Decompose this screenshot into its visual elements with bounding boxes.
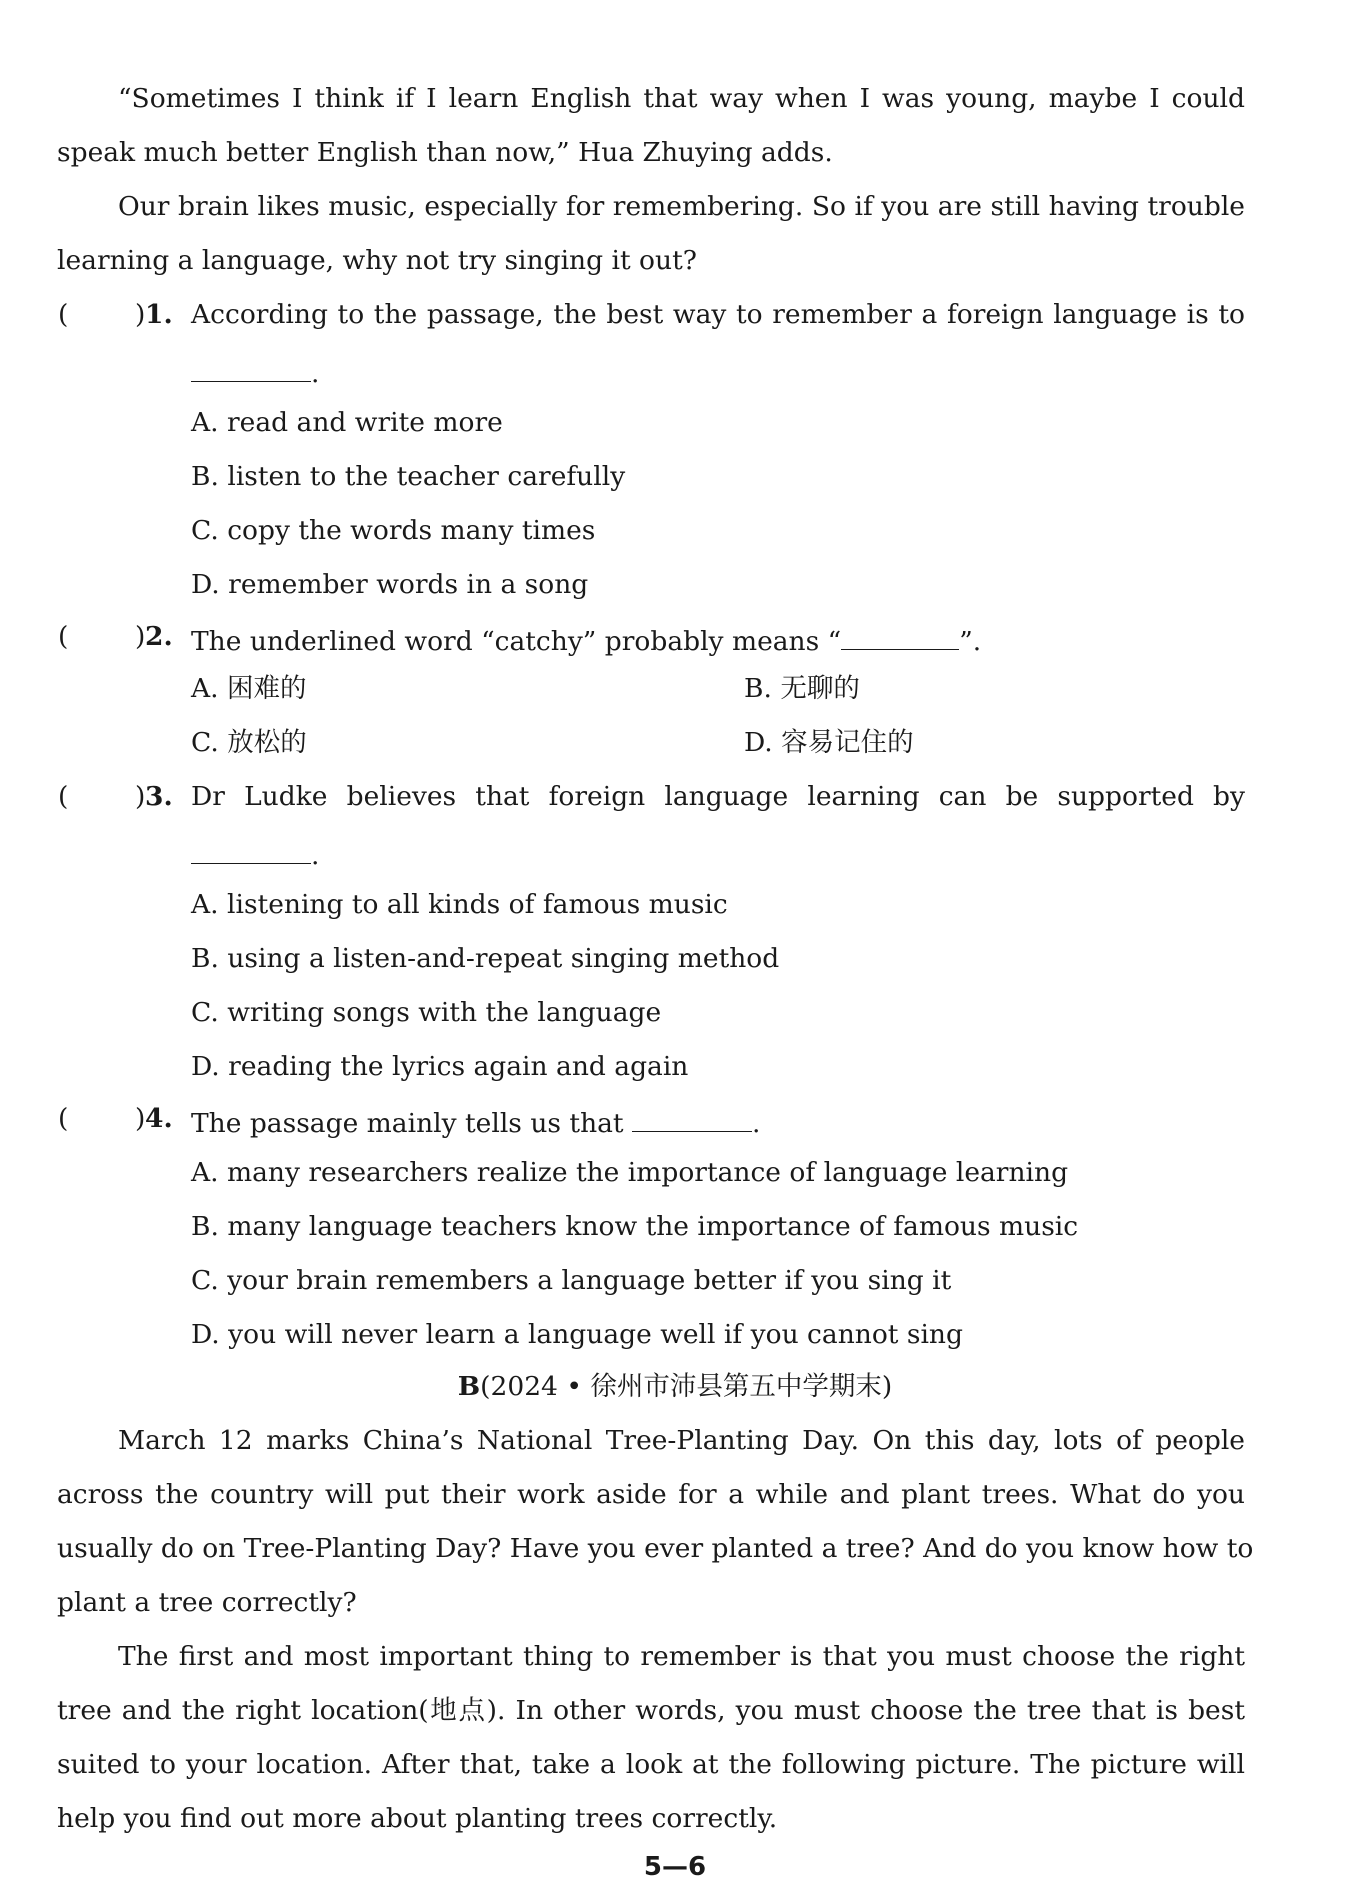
answer-paren-close: ) [135, 621, 146, 652]
option-b [191, 1211, 1079, 1242]
passage-line: across the country will put their work aside for a while and plant trees. What do you [57, 1479, 1245, 1510]
option-text: many language teachers know the importance of famous music [227, 1211, 1079, 1242]
option-letter: D. [191, 1319, 220, 1350]
option-text: reading the lyrics again and again [228, 1051, 689, 1082]
option-d [744, 727, 914, 758]
option-letter: C. [191, 997, 219, 1028]
option-text: 困难的 [227, 673, 307, 704]
answer-paren-close: ) [135, 1103, 146, 1134]
passage-line: suited to your location. After that, take a look at the following picture. The picture will [57, 1749, 1245, 1780]
option-d [191, 1319, 963, 1350]
question-number: 1. [145, 299, 173, 330]
answer-paren-open: ( [58, 621, 69, 652]
passage-line: March 12 marks China’s National Tree-Planting Day. On this day, lots of people [118, 1425, 1245, 1456]
option-text: listen to the teacher carefully [227, 461, 626, 492]
option-b [191, 943, 780, 974]
answer-blank[interactable] [191, 838, 311, 864]
question-stem: According to the passage, the best way to remember a foreign language is to [191, 299, 1245, 330]
option-text: remember words in a song [228, 569, 589, 600]
option-text: your brain remembers a language better if you sing it [227, 1265, 952, 1296]
answer-paren-close: ) [135, 299, 146, 330]
passage-line: speak much better English than now,” Hua Zhuying adds. [57, 137, 833, 168]
question-number: 2. [145, 621, 173, 652]
option-a [191, 673, 307, 704]
option-b [191, 461, 626, 492]
question-stem: Dr Ludke believes that foreign language learning can be supported by [191, 781, 1245, 812]
option-letter: B. [191, 461, 219, 492]
answer-paren-open: ( [58, 1103, 69, 1134]
question-number: 3. [145, 781, 173, 812]
option-text: writing songs with the language [227, 997, 662, 1028]
blank-suffix: . [311, 358, 320, 390]
option-c [191, 997, 662, 1028]
stem-text: The underlined word “catchy” probably means “ [191, 626, 842, 658]
option-text: using a listen-and-repeat singing method [227, 943, 780, 974]
question-number: 4. [145, 1103, 173, 1134]
passage-line: plant a tree correctly? [57, 1587, 357, 1618]
answer-paren-open: ( [58, 299, 69, 330]
question-stem [191, 624, 981, 656]
passage-line: help you find out more about planting trees correctly. [57, 1803, 778, 1834]
option-a [191, 1157, 1069, 1188]
option-letter: A. [191, 673, 219, 704]
option-letter: B. [744, 673, 772, 704]
option-letter: C. [191, 515, 219, 546]
section-source: (2024 • 徐州市沛县第五中学期末) [480, 1371, 893, 1402]
option-text: you will never learn a language well if you cannot sing [228, 1319, 963, 1350]
option-letter: A. [191, 889, 219, 920]
option-letter: C. [191, 727, 219, 758]
option-a [191, 407, 503, 438]
stem-text: . [752, 1108, 761, 1140]
answer-blank[interactable] [841, 624, 959, 650]
passage-line: learning a language, why not try singing it out? [57, 245, 697, 276]
answer-blank[interactable] [191, 356, 311, 382]
option-letter: A. [191, 1157, 219, 1188]
option-text: 无聊的 [780, 673, 860, 704]
option-text: copy the words many times [227, 515, 596, 546]
option-text: 容易记住的 [781, 727, 914, 758]
answer-blank-line [191, 356, 319, 388]
page-number: 5—6 [643, 1852, 707, 1882]
option-b [744, 673, 860, 704]
option-text: listening to all kinds of famous music [227, 889, 728, 920]
option-letter: B. [191, 1211, 219, 1242]
option-d [191, 1051, 689, 1082]
answer-paren-close: ) [135, 781, 146, 812]
answer-blank[interactable] [632, 1106, 752, 1132]
option-d [191, 569, 589, 600]
answer-paren-open: ( [58, 781, 69, 812]
blank-suffix: . [311, 840, 320, 872]
stem-text: The passage mainly tells us that [191, 1108, 633, 1140]
option-text: many researchers realize the importance of language learning [227, 1157, 1069, 1188]
option-text: 放松的 [227, 727, 307, 758]
passage-line: usually do on Tree-Planting Day? Have you ever planted a tree? And do you know how to [57, 1533, 1254, 1564]
option-letter: B. [191, 943, 219, 974]
option-c [191, 1265, 952, 1296]
option-letter: C. [191, 1265, 219, 1296]
answer-blank-line [191, 838, 319, 870]
option-text: read and write more [227, 407, 503, 438]
passage-line: tree and the right location(地点). In other words, you must choose the tree that is best [57, 1695, 1245, 1726]
passage-line: Our brain likes music, especially for remembering. So if you are still having trouble [118, 191, 1245, 222]
option-c [191, 727, 307, 758]
passage-line: “Sometimes I think if I learn English that way when I was young, maybe I could [118, 83, 1245, 114]
section-letter: B [457, 1371, 481, 1402]
option-c [191, 515, 596, 546]
option-letter: D. [191, 1051, 220, 1082]
option-letter: A. [191, 407, 219, 438]
passage-line: The first and most important thing to remember is that you must choose the right [118, 1641, 1245, 1672]
option-letter: D. [191, 569, 220, 600]
option-letter: D. [744, 727, 773, 758]
question-stem [191, 1106, 760, 1138]
section-b-heading [0, 1371, 1350, 1402]
option-a [191, 889, 728, 920]
stem-text: ”. [959, 626, 982, 658]
